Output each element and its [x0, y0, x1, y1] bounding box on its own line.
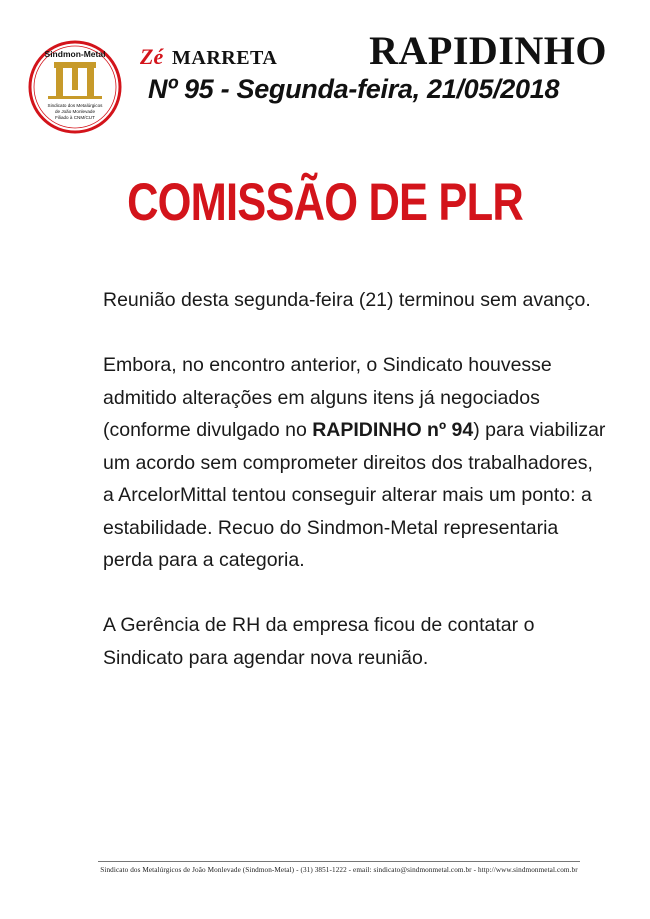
masthead-title: RAPIDINHO — [369, 28, 607, 73]
logo-caption-3: Filiado à CNM/CUT — [55, 115, 95, 120]
paragraph-1: Reunião desta segunda-feira (21) terminou sem avanço. — [103, 289, 591, 311]
masthead-title-row — [140, 28, 615, 72]
paragraph-2-start: Embora, no encontro anterior, o Sindicato houvesse admitido alterações em alguns itens já negociados (conforme divulgado no — [103, 354, 552, 441]
article-body — [103, 284, 608, 707]
paragraph-2-bold: RAPIDINHO nº 94 — [312, 419, 474, 441]
logo-caption-2: de João Monlevade — [54, 109, 96, 114]
sindmon-metal-logo — [28, 40, 122, 134]
masthead-ze: Zé — [140, 44, 164, 69]
paragraph-3: A Gerência de RH da empresa ficou de contatar o Sindicato para agendar nova reunião. — [103, 614, 535, 669]
paragraph-2 — [103, 349, 608, 577]
masthead — [140, 28, 615, 104]
headline: COMISSÃO DE PLR — [127, 173, 523, 232]
footer-text: Sindicato dos Metalúrgicos de João Monlevade (Sindmon-Metal) - (31) 3851-1222 - email: sindicato@sindmonmetal.com.br - http://www.sindmonmetal.com.br — [100, 866, 578, 874]
logo-caption-1: Sindicato dos Metalúrgicos — [47, 103, 103, 108]
paragraph-2-end: ) para viabilizar um acordo sem comprometer direitos dos trabalhadores, a ArcelorMittal tentou conseguir alterar mais um ponto: a estabilidade. Recuo do Sindmon-Metal representaria perda para a categoria. — [103, 419, 606, 571]
logo-name: Sindmon-Metal — [44, 49, 106, 59]
issue-line: Nº 95 - Segunda-feira, 21/05/2018 — [148, 74, 560, 104]
footer-divider — [98, 861, 580, 862]
masthead-marreta: MARRETA — [172, 47, 278, 69]
